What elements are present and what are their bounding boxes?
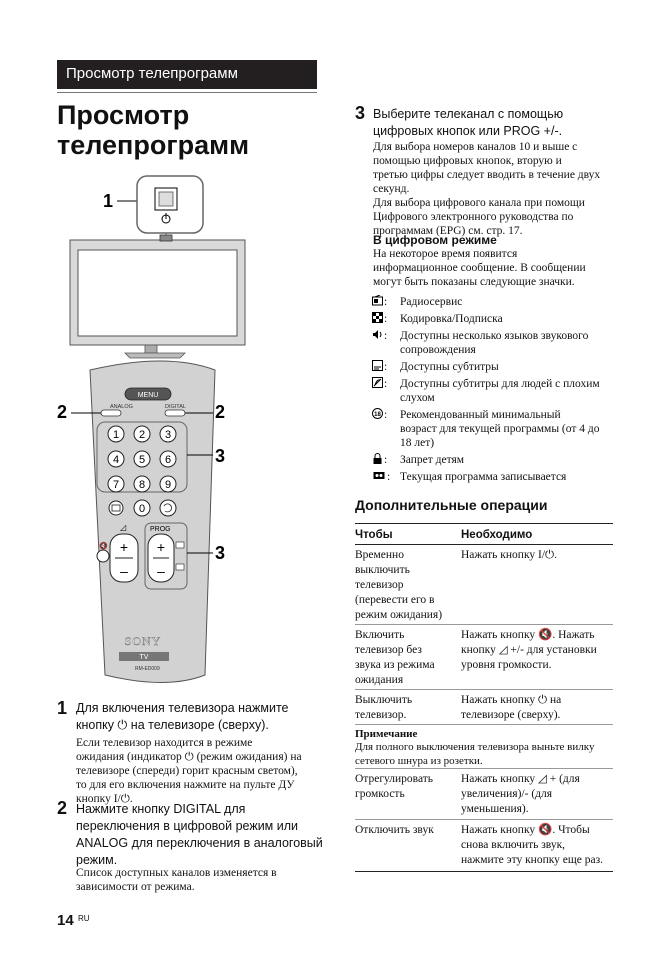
subtitles-icon xyxy=(372,360,383,371)
key-6[interactable]: 6 xyxy=(164,454,172,466)
jump-button[interactable] xyxy=(160,500,176,516)
prog-minus-icon: – xyxy=(157,563,165,579)
menu-label: MENU xyxy=(137,392,159,399)
key-8[interactable]: 8 xyxy=(138,479,146,491)
key-9[interactable]: 9 xyxy=(164,479,172,491)
table-row-rule xyxy=(355,768,613,769)
ch-down-small-icon xyxy=(176,564,184,570)
table-row-rule xyxy=(355,819,613,820)
volume-symbol-icon: ◿ xyxy=(120,523,127,532)
callout-1: 1 xyxy=(103,191,114,211)
step-3-body: Для выбора номеров каналов 10 и выше с помощью цифровых кнопок, вторую и третью цифры следует вводить в течение двух секунд. Для выбора цифрового канала при помощи Цифрового электронного руководства по программам (EPG) см. стр. 17. xyxy=(373,141,601,237)
digital-label: DIGITAL xyxy=(165,404,186,410)
callout-3-upper: 3 xyxy=(215,446,226,466)
table-bottom-rule xyxy=(355,871,613,872)
key-2[interactable]: 2 xyxy=(138,429,146,441)
audio-languages-icon xyxy=(372,329,383,340)
ch-up-small-icon xyxy=(176,542,184,548)
mute-button[interactable] xyxy=(97,550,109,562)
table-row-rule xyxy=(355,624,613,625)
note-title: Примечание xyxy=(355,728,418,740)
tv-label: TV xyxy=(139,654,149,661)
prog-plus-icon: + xyxy=(156,539,166,555)
remote-brand-logo: SONY xyxy=(124,634,162,648)
key-1[interactable]: 1 xyxy=(112,429,120,441)
mute-icon: 🔇 xyxy=(99,543,108,550)
radio-icon xyxy=(372,295,383,306)
scrambled-icon xyxy=(372,312,383,323)
volume-plus-icon: + xyxy=(119,539,129,555)
hearing-impaired-subtitles-icon xyxy=(372,377,383,388)
digital-mode-title: В цифровом режиме xyxy=(373,233,497,247)
table-row-rule xyxy=(355,689,613,690)
table-header-what: Чтобы xyxy=(355,529,393,541)
header-rule xyxy=(57,92,317,93)
age-rating-icon xyxy=(372,408,383,419)
section-header-bar xyxy=(57,60,317,89)
key-0[interactable]: 0 xyxy=(138,503,146,515)
callout-2-right: 2 xyxy=(215,402,226,422)
key-5[interactable]: 5 xyxy=(138,454,146,466)
analog-label: ANALOG xyxy=(110,404,133,410)
teletext-button[interactable] xyxy=(109,501,123,515)
volume-minus-icon: – xyxy=(120,563,128,579)
section-header-title: Просмотр телепрограмм xyxy=(66,65,238,82)
prog-label: PROG xyxy=(150,526,171,533)
tv-stand xyxy=(125,353,185,358)
extra-operations-title: Дополнительные операции xyxy=(355,497,548,513)
key-4[interactable]: 4 xyxy=(112,454,120,466)
table-row-2-how: Нажать кнопку 🔇. Нажать кнопку ◿ +/- для установки уровня громкости. xyxy=(461,629,597,671)
table-row-3-how: Нажать кнопку ⏻ на телевизоре (сверху). xyxy=(461,694,562,721)
step-2-number: 2 xyxy=(57,798,68,818)
step-1-body: Если телевизор находится в режиме ожидания (индикатор ⏻ (режим ожидания) на телевизоре (спереди) горит красным светом), то для его включения нажмите на пульте ДУ кнопку I/⏻. xyxy=(76,737,302,805)
parental-lock-icon xyxy=(372,453,383,464)
step-1-heading: Для включения телевизора нажмите кнопку ⏻ на телевизоре (сверху). xyxy=(76,701,289,732)
recording-icon xyxy=(372,470,386,481)
remote-model: RM-ED009 xyxy=(135,666,160,672)
note-text: Для полного выключения телевизора выньте вилку сетевого шнура из розетки. xyxy=(355,741,595,767)
page-language: RU xyxy=(78,914,90,923)
page-number: 14 xyxy=(57,912,74,929)
key-7[interactable]: 7 xyxy=(112,479,120,491)
step-2-body: Список доступных каналов изменяется в зависимости от режима. xyxy=(76,867,277,893)
step-2-heading: Нажмите кнопку DIGITAL для переключения в цифровой режим или ANALOG для переключения в аналоговый режим. xyxy=(76,802,323,867)
callout-3-lower: 3 xyxy=(215,543,226,563)
digital-mode-body: На некоторое время появится информационное сообщение. В сообщении могут быть показаны следующие значки. xyxy=(373,248,586,288)
step-1-number: 1 xyxy=(57,698,68,718)
analog-button[interactable] xyxy=(101,410,121,416)
table-row-5-how: Нажать кнопку 🔇. Чтобы снова включить звук, нажмите эту кнопку еще раз. xyxy=(461,824,603,866)
table-row-1-what: Временно выключить телевизор (перевести его в режим ожидания) xyxy=(355,549,443,621)
table-row-5-what: Отключить звук xyxy=(355,824,434,836)
svg-text:18: 18 xyxy=(374,412,381,418)
table-header-rule xyxy=(355,544,613,545)
digital-button[interactable] xyxy=(165,410,185,416)
step-3-heading: Выберите телеканал с помощью цифровых кнопок или PROG +/-. xyxy=(373,107,564,138)
callout-2-left: 2 xyxy=(57,402,68,422)
table-row-rule xyxy=(355,724,613,725)
page-title: Просмотр телепрограмм xyxy=(57,100,250,160)
tv-remote-illustration xyxy=(55,170,255,700)
table-row-4-what: Отрегулировать громкость xyxy=(355,773,434,800)
table-top-rule xyxy=(355,523,613,524)
table-header-how: Необходимо xyxy=(461,529,533,541)
table-row-1-how: Нажать кнопку I/⏻. xyxy=(461,549,557,561)
table-row-2-what: Включить телевизор без звука из режима ожидания xyxy=(355,629,435,686)
table-row-3-what: Выключить телевизор. xyxy=(355,694,413,721)
step-3-number: 3 xyxy=(355,103,366,123)
table-row-4-how: Нажать кнопку ◿ + (для увеличения)/- (для уменьшения). xyxy=(461,773,580,815)
tv-screen xyxy=(78,250,237,336)
key-3[interactable]: 3 xyxy=(164,429,172,441)
